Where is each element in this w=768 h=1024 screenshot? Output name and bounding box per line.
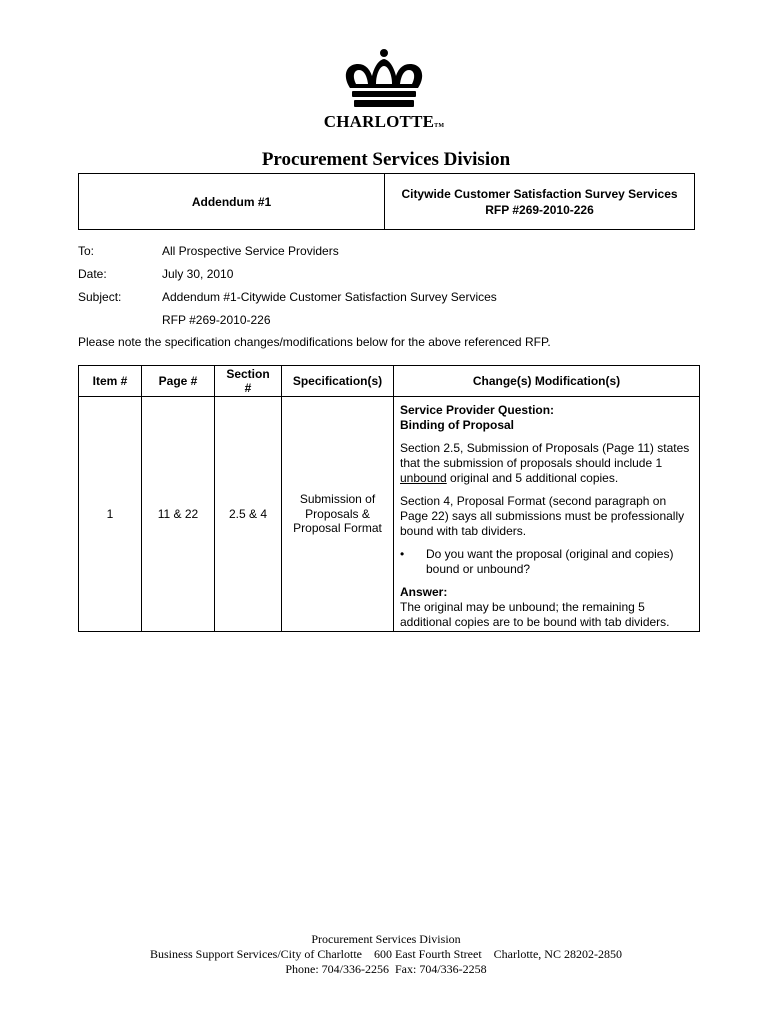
header-change: Change(s) Modification(s) [394, 366, 700, 397]
cell-change [394, 397, 700, 632]
header-item: Item # [79, 366, 142, 397]
table-header-row [79, 366, 700, 397]
cell-spec: Submission of Proposals & Proposal Format [282, 397, 394, 632]
bullet-dot: • [400, 547, 405, 561]
answer-block [400, 585, 693, 630]
cell-section: 2.5 & 4 [215, 397, 282, 632]
header-spec: Specification(s) [282, 366, 394, 397]
answer-label: Answer: [400, 585, 448, 599]
page-title: Procurement Services Division [261, 149, 511, 170]
addendum-number: Addendum #1 [79, 174, 385, 229]
project-title-block [385, 174, 694, 229]
trademark-mark: TM [434, 123, 445, 129]
page-footer [0, 932, 768, 977]
paragraph-section-2-5: Section 2.5, Submission of Proposals (Page 11) states that the submission of proposals should include 1 unbound original and 5 additional copies. [400, 441, 690, 485]
subject-rfp: RFP #269-2010-226 [162, 313, 271, 327]
bullet-text: Do you want the proposal (original and copies) bound or unbound? [426, 547, 674, 576]
rfp-number: RFP #269-2010-226 [485, 202, 594, 217]
addendum-header-box [78, 173, 695, 230]
to-value: All Prospective Service Providers [162, 244, 339, 258]
header-page: Page # [142, 366, 215, 397]
date-value: July 30, 2010 [162, 267, 234, 281]
logo-wordmark: CHARLOTTETM [323, 112, 445, 131]
answer-text: The original may be unbound; the remaining 5 additional copies are to be bound with tab dividers. [400, 600, 670, 629]
crown-icon [340, 48, 428, 110]
header-section: Section # [215, 366, 282, 397]
project-title: Citywide Customer Satisfaction Survey Services [401, 186, 678, 201]
date-label: Date: [78, 267, 107, 281]
paragraph-section-4: Section 4, Proposal Format (second paragraph on Page 22) says all submissions must be professionally bound with tab dividers. [400, 494, 685, 538]
question-heading: Service Provider Question: Binding of Proposal [400, 403, 555, 432]
footer-address: Business Support Services/City of Charlotte 600 East Fourth Street Charlotte, NC 28202-2850 [150, 947, 622, 961]
footer-contact: Phone: 704/336-2256 Fax: 704/336-2258 [285, 962, 487, 976]
modifications-table [78, 365, 700, 632]
question-bullet [400, 547, 693, 577]
to-label: To: [78, 244, 95, 258]
subject-label: Subject: [78, 290, 122, 304]
cell-page: 11 & 22 [142, 397, 215, 632]
subject-value: Addendum #1-Citywide Customer Satisfaction Survey Services [162, 290, 497, 304]
table-row [79, 397, 700, 632]
footer-division: Procurement Services Division [311, 932, 461, 946]
cell-item: 1 [79, 397, 142, 632]
intro-note: Please note the specification changes/modifications below for the above referenced RFP. [78, 335, 551, 349]
